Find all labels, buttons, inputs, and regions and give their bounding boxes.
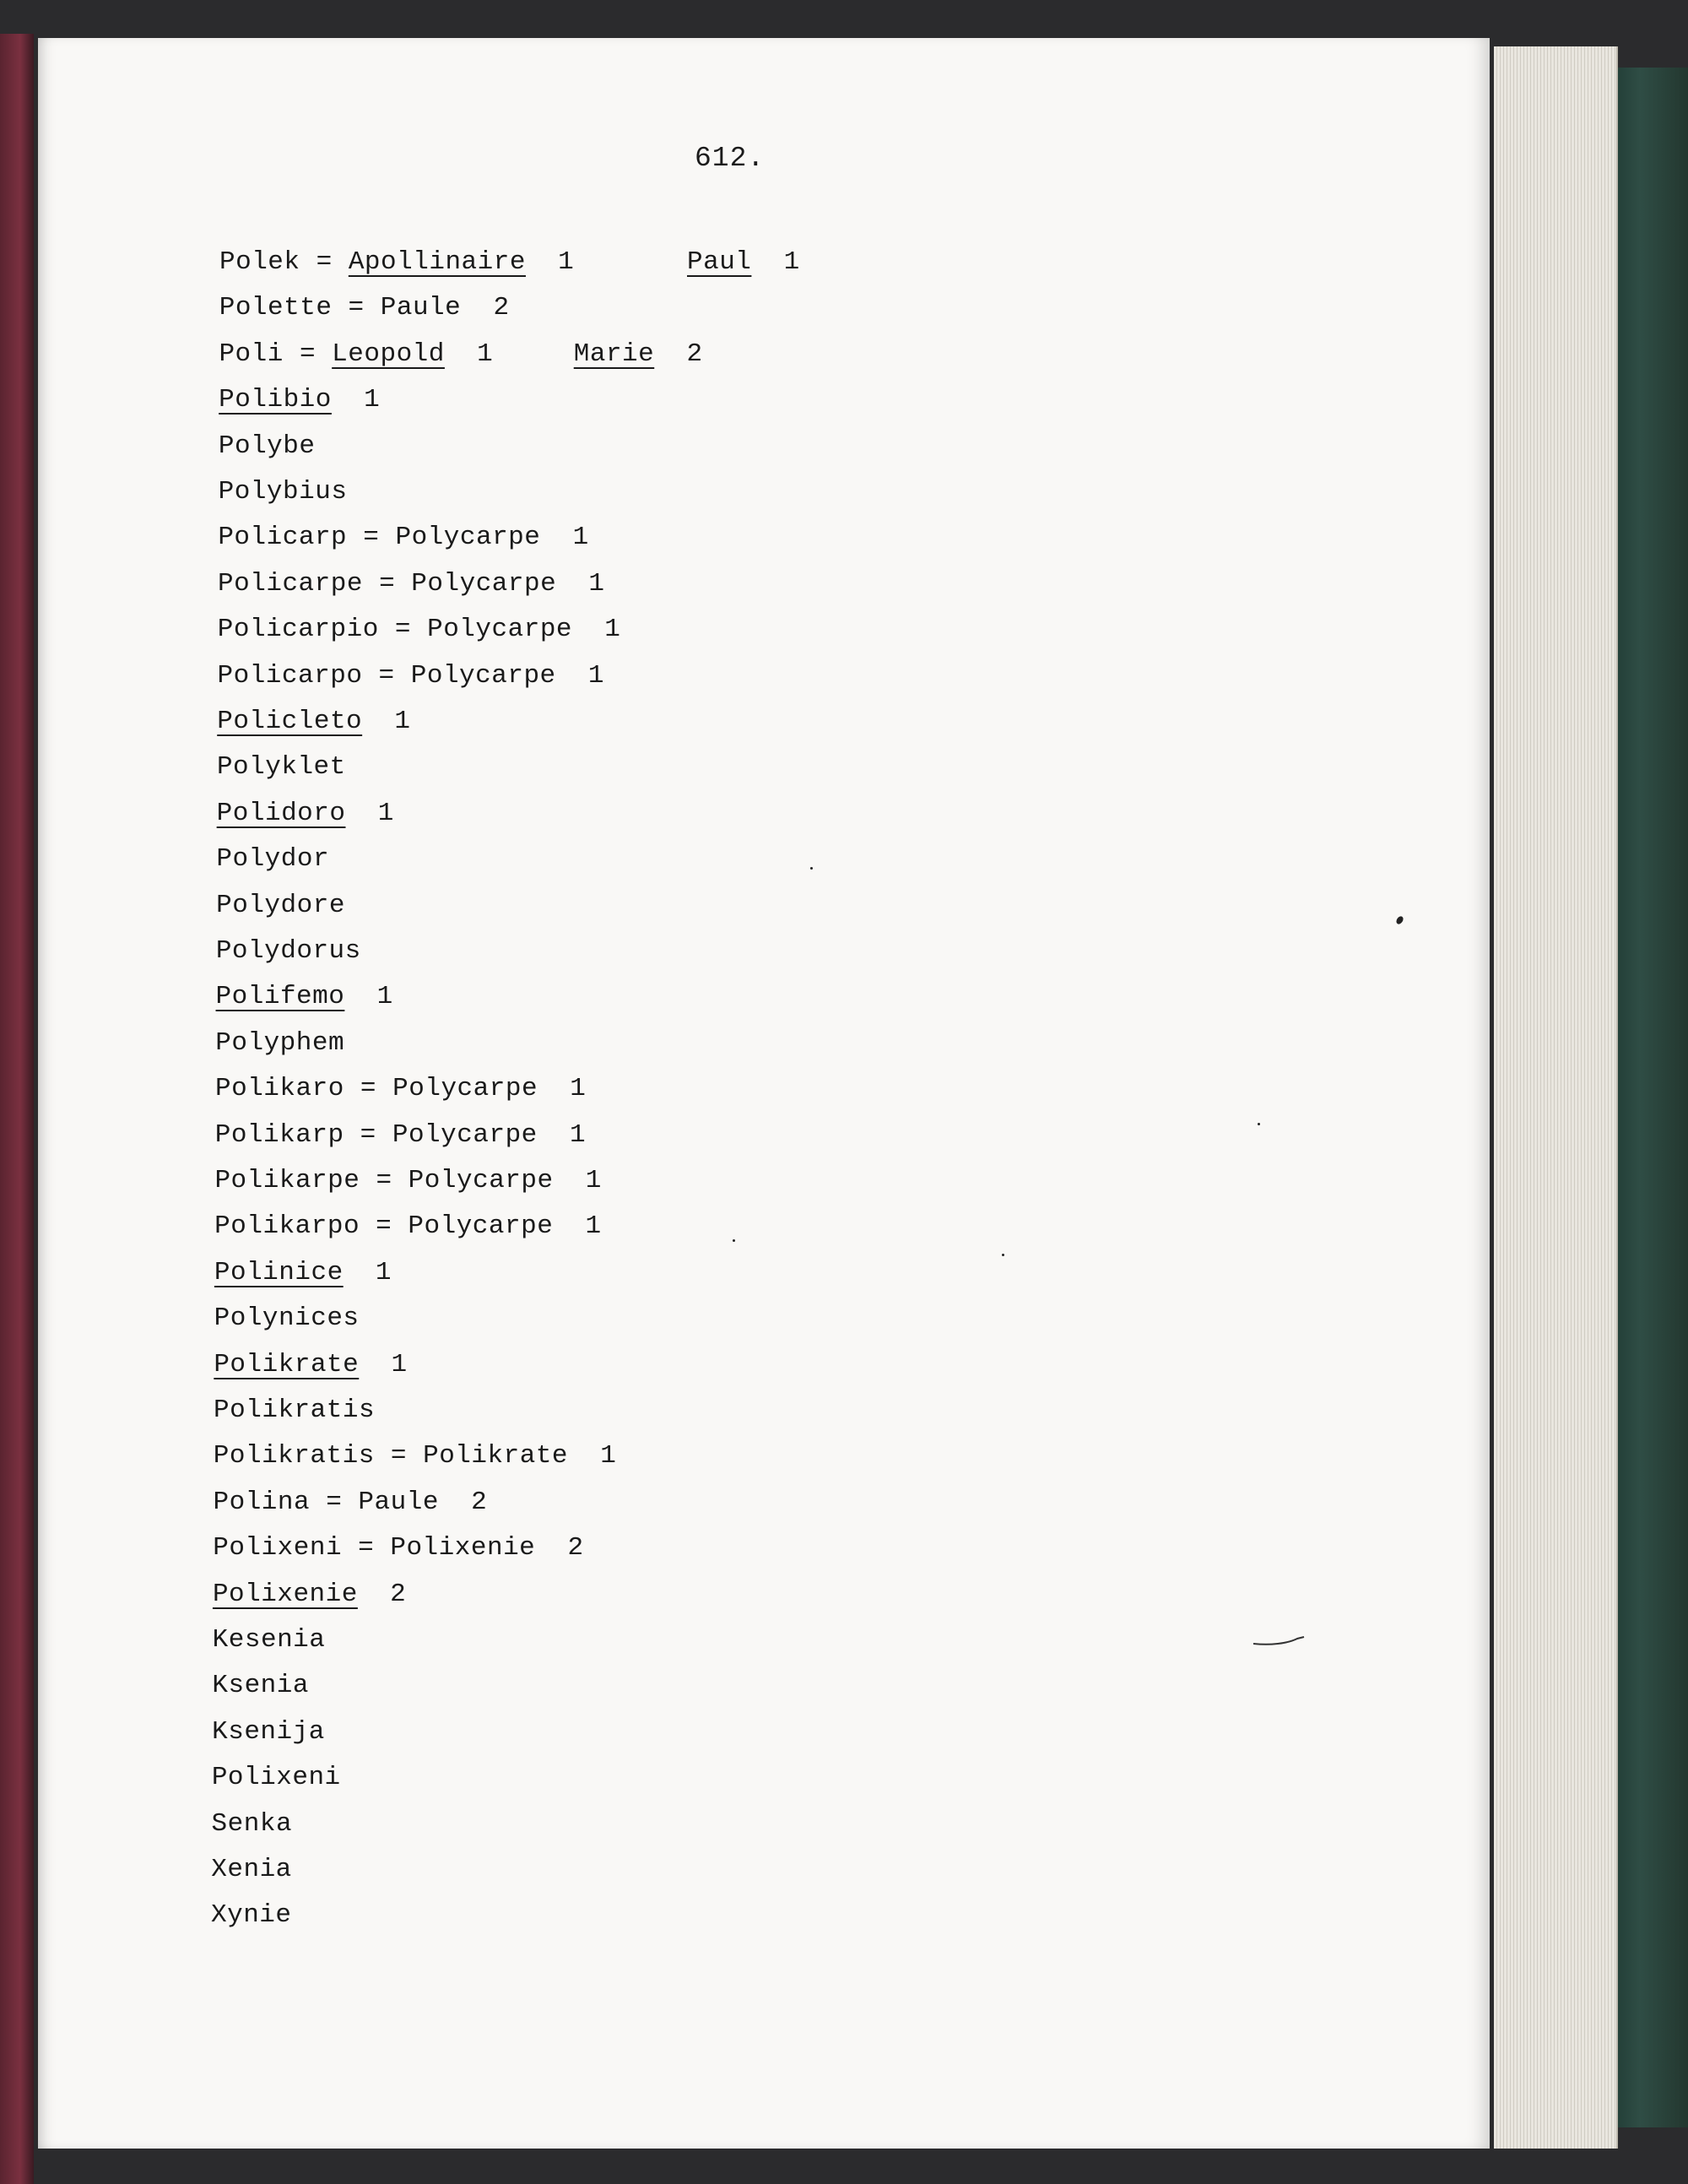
entry-text: Polek = <box>219 247 349 277</box>
entry-line <box>217 707 410 736</box>
entry-text: 1 <box>362 707 411 736</box>
underlined-name: Polikrate <box>214 1349 360 1379</box>
entry-line <box>212 1809 293 1839</box>
entry-text: Polikarp = Polycarpe 1 <box>214 1119 587 1150</box>
underlined-name: Apollinaire <box>348 247 526 277</box>
entry-text: Policarp = Polycarpe 1 <box>218 523 589 553</box>
entry-text: Polydorus <box>215 936 361 966</box>
entry-line <box>219 339 702 369</box>
entry-line <box>216 844 329 874</box>
entry-text: Polybius <box>218 477 348 507</box>
underlined-name: Policleto <box>217 707 363 736</box>
entry-line <box>213 1533 583 1563</box>
entry-text: Policarpo = Polycarpe 1 <box>217 660 604 691</box>
entry-text: Polydore <box>216 890 345 920</box>
book-cover-left <box>0 34 34 2184</box>
pen-mark <box>1253 1634 1306 1649</box>
entry-line <box>211 1855 292 1884</box>
entry-line <box>214 1395 375 1425</box>
underlined-name: Marie <box>573 339 655 369</box>
entry-text: Polina = Paule 2 <box>213 1487 488 1517</box>
entry-line <box>214 1488 488 1517</box>
entry-text: Polixeni = Polixenie 2 <box>213 1533 584 1563</box>
page-edges <box>1494 46 1618 2149</box>
entry-text: 1 <box>751 247 800 277</box>
entry-text: Policarpio = Polycarpe 1 <box>217 615 621 645</box>
entry-line <box>219 431 316 461</box>
entry-text: Polikaro = Polycarpe 1 <box>215 1074 587 1104</box>
underlined-name: Polixenie <box>212 1579 358 1609</box>
underlined-name: Leopold <box>332 339 445 369</box>
entry-text: 1 <box>345 798 394 828</box>
book-page <box>38 38 1490 2149</box>
entry-line <box>212 1763 341 1792</box>
entry-line <box>214 1350 407 1379</box>
entry-text: Polette = Paule 2 <box>219 293 510 323</box>
underlined-name: Polinice <box>214 1257 344 1287</box>
entry-line <box>212 1717 325 1747</box>
entry-text: 1 <box>444 339 574 369</box>
entry-line <box>217 752 346 782</box>
entry-text: 2 <box>357 1579 407 1609</box>
ink-speck <box>1395 915 1404 925</box>
entry-text: 2 <box>654 339 703 369</box>
entry-line <box>216 936 361 966</box>
entry-line <box>215 1028 344 1058</box>
entry-text: Polikarpo = Polycarpe 1 <box>214 1211 602 1242</box>
entry-text: Poli = <box>219 339 333 369</box>
entry-text: Polydor <box>216 844 330 875</box>
entry-line <box>212 1671 309 1700</box>
entry-line <box>219 477 348 507</box>
entry-line <box>217 799 394 828</box>
entry-line <box>216 891 345 920</box>
entry-line <box>214 1258 392 1287</box>
underlined-name: Polidoro <box>216 798 346 828</box>
entry-text: 1 <box>344 982 393 1012</box>
entry-text: 1 <box>331 385 381 415</box>
entry-line <box>215 1120 586 1150</box>
underlined-name: Polibio <box>219 385 332 415</box>
entry-text: Polyphem <box>215 1027 345 1058</box>
entry-text: Polikratis <box>214 1395 376 1425</box>
underlined-name: Paul <box>687 247 752 277</box>
entry-text: Policarpe = Polycarpe 1 <box>218 568 605 599</box>
ink-speck <box>733 1239 735 1242</box>
entry-text: Xenia <box>211 1855 292 1884</box>
entry-text: Polyklet <box>216 752 346 783</box>
entry-line <box>214 1441 617 1471</box>
entry-text: Xynie <box>211 1900 292 1931</box>
entry-line <box>218 569 604 599</box>
entry-text: Kesenia <box>212 1625 326 1655</box>
ink-speck <box>810 867 813 870</box>
entry-line <box>216 982 393 1011</box>
entry-text: 1 <box>343 1257 392 1287</box>
entry-text: Polikratis = Polikrate 1 <box>213 1441 617 1471</box>
entry-text: Polixeni <box>211 1763 341 1793</box>
entry-line <box>215 1074 586 1103</box>
entry-line <box>219 293 510 322</box>
entry-text: 1 <box>359 1349 408 1379</box>
book-cover-right <box>1608 68 1688 2127</box>
entry-text: Polikarpe = Polycarpe 1 <box>214 1166 602 1195</box>
underlined-name: Polifemo <box>215 982 345 1012</box>
entry-line <box>213 1580 406 1609</box>
entry-line <box>218 661 604 691</box>
entry-line <box>214 1303 360 1333</box>
entry-line <box>219 385 380 415</box>
entry-text: 1 <box>525 247 687 277</box>
entry-text: Ksenija <box>212 1716 325 1747</box>
entry-line <box>214 1211 601 1241</box>
entry-line <box>218 615 621 644</box>
ink-speck <box>1002 1254 1004 1256</box>
entry-line <box>219 247 800 277</box>
entry-line <box>214 1166 601 1195</box>
entry-line <box>218 523 588 552</box>
ink-speck <box>1258 1123 1260 1125</box>
entry-text: Senka <box>211 1808 293 1839</box>
page-number: 612. <box>695 143 766 174</box>
entry-text: Polynices <box>214 1303 360 1334</box>
entry-line <box>211 1900 292 1930</box>
entry-text: Ksenia <box>212 1671 309 1701</box>
entry-line <box>213 1625 326 1655</box>
entry-text: Polybe <box>218 431 316 461</box>
